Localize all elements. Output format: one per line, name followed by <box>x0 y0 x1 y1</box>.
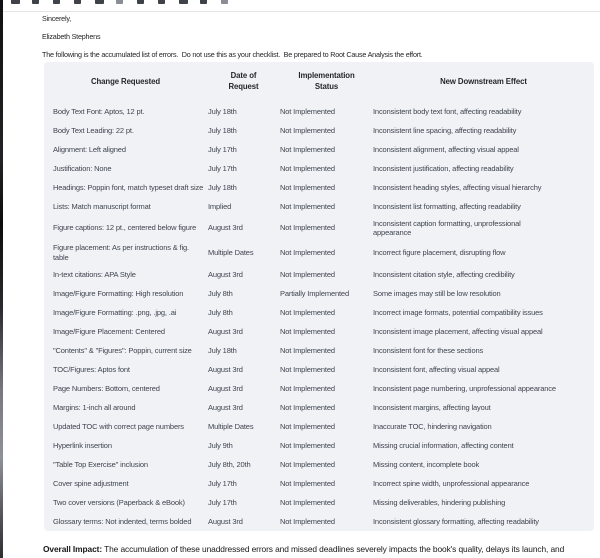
change-requested-cell: Figure captions: 12 pt., centered below figure <box>53 223 197 233</box>
cropped-toolbar-icon[interactable] <box>221 0 228 4</box>
date-of-request-cell: July 8th <box>208 307 233 317</box>
letter-signature: Elizabeth Stephens <box>42 32 101 41</box>
toolbar-divider <box>3 11 600 12</box>
date-of-request-cell: July 18th <box>208 345 237 355</box>
date-of-request-cell: July 17th <box>208 163 237 173</box>
cropped-toolbar-icon[interactable] <box>116 0 123 4</box>
implementation-status-cell: Not Implemented <box>280 269 335 279</box>
toolbar <box>3 0 600 11</box>
change-requested-cell: Margins: 1-inch all around <box>53 402 136 412</box>
table-row <box>44 140 594 159</box>
cropped-toolbar-icon[interactable] <box>53 0 60 4</box>
table-row <box>44 121 594 140</box>
date-of-request-cell: July 17th <box>208 144 237 154</box>
date-of-request-cell: August 3rd <box>208 326 243 336</box>
table-row <box>44 379 594 398</box>
table-row <box>44 322 594 341</box>
downstream-effect-cell: Missing content, incomplete book <box>373 459 480 469</box>
implementation-status-cell: Not Implemented <box>280 106 335 116</box>
overall-impact-paragraph <box>43 544 595 554</box>
implementation-status-cell: Not Implemented <box>280 163 335 173</box>
implementation-status-cell: Not Implemented <box>280 307 335 317</box>
implementation-status-cell: Not Implemented <box>280 440 335 450</box>
table-row <box>44 159 594 178</box>
change-requested-cell: Cover spine adjustment <box>53 478 129 488</box>
cropped-toolbar-icon[interactable] <box>11 0 20 4</box>
date-of-request-cell: July 17th <box>208 497 237 507</box>
downstream-effect-cell: Inconsistent glossary formatting, affecting readability <box>373 516 539 526</box>
change-requested-cell: Page Numbers: Bottom, centered <box>53 383 160 393</box>
implementation-status-cell: Not Implemented <box>280 383 335 393</box>
table-row <box>44 241 594 266</box>
downstream-effect-cell: Inaccurate TOC, hindering navigation <box>373 421 492 431</box>
change-requested-cell: Updated TOC with correct page numbers <box>53 421 184 431</box>
letter-intro: The following is the accumulated list of errors. Do not use this as your checklist. Be prepared to Root Cause Analysis the effort. <box>42 50 423 59</box>
date-of-request-cell: August 3rd <box>208 269 243 279</box>
change-requested-cell: Lists: Match manuscript format <box>53 201 151 211</box>
implementation-status-cell: Not Implemented <box>280 478 335 488</box>
downstream-effect-cell: Incorrect spine width, unprofessional appearance <box>373 478 530 488</box>
implementation-status-cell: Not Implemented <box>280 421 335 431</box>
implementation-status-cell: Not Implemented <box>280 182 335 192</box>
table-row <box>44 512 594 531</box>
downstream-effect-cell: Inconsistent citation style, affecting credibility <box>373 269 515 279</box>
table-row <box>44 417 594 436</box>
table-row <box>44 436 594 455</box>
table-row <box>44 398 594 417</box>
change-requested-cell: Headings: Poppin font, match typeset draft size <box>53 182 204 192</box>
implementation-status-cell: Partially Implemented <box>280 288 349 298</box>
date-of-request-cell: Implied <box>208 201 232 211</box>
implementation-status-cell: Not Implemented <box>280 402 335 412</box>
change-requested-cell: Image/Figure Placement: Centered <box>53 326 165 336</box>
date-of-request-cell: Multiple Dates <box>208 247 254 257</box>
date-of-request-cell: August 3rd <box>208 223 243 233</box>
downstream-effect-cell: Inconsistent font, affecting visual appeal <box>373 364 500 374</box>
table-header-row <box>44 62 594 102</box>
date-of-request-cell: August 3rd <box>208 516 243 526</box>
downstream-effect-cell: Incorrect figure placement, disrupting flow <box>373 247 506 257</box>
change-requested-cell: Image/Figure Formatting: High resolution <box>53 288 184 298</box>
downstream-effect-cell: Inconsistent page numbering, unprofessional appearance <box>373 383 556 393</box>
overall-impact-text: The accumulation of these unaddressed errors and missed deadlines severely impacts the book's quality, delays its launch, and <box>104 544 565 554</box>
implementation-status-cell: Not Implemented <box>280 497 335 507</box>
errors-table <box>44 62 594 531</box>
downstream-effect-cell: Inconsistent caption formatting, unprofessional appearance <box>373 218 521 238</box>
change-requested-cell: TOC/Figures: Aptos font <box>53 364 130 374</box>
date-of-request-cell: July 18th <box>208 125 237 135</box>
implementation-status-cell: Not Implemented <box>280 516 335 526</box>
column-header-change-requested: Change Requested <box>90 76 161 86</box>
cropped-toolbar-icon[interactable] <box>137 0 144 4</box>
date-of-request-cell: August 3rd <box>208 364 243 374</box>
date-of-request-cell: July 18th <box>208 106 237 116</box>
change-requested-cell: Figure placement: As per instructions & fig. table <box>53 243 189 262</box>
downstream-effect-cell: Inconsistent line spacing, affecting readability <box>373 125 517 135</box>
date-of-request-cell: August 3rd <box>208 402 243 412</box>
table-row <box>44 102 594 121</box>
downstream-effect-cell: Missing crucial information, affecting content <box>373 440 514 450</box>
table-row <box>44 284 594 303</box>
cropped-toolbar-icon[interactable] <box>32 0 39 4</box>
change-requested-cell: Two cover versions (Paperback & eBook) <box>53 497 185 507</box>
table-row <box>44 197 594 216</box>
implementation-status-cell: Not Implemented <box>280 364 335 374</box>
downstream-effect-cell: Some images may still be low resolution <box>373 288 501 298</box>
table-row <box>44 178 594 197</box>
change-requested-cell: Body Text Font: Aptos, 12 pt. <box>53 106 145 116</box>
change-requested-cell: Alignment: Left aligned <box>53 144 126 154</box>
letter-closing: Sincerely, <box>42 14 72 23</box>
change-requested-cell: "Table Top Exercise" inclusion <box>53 459 148 469</box>
cropped-toolbar-icon[interactable] <box>74 0 81 4</box>
downstream-effect-cell: Inconsistent font for these sections <box>373 345 484 355</box>
cropped-toolbar-icon[interactable] <box>179 0 188 4</box>
implementation-status-cell: Not Implemented <box>280 223 335 233</box>
implementation-status-cell: Not Implemented <box>280 201 335 211</box>
column-header-new-downstream-effect: New Downstream Effect <box>440 76 527 86</box>
table-row <box>44 216 594 241</box>
table-body <box>44 102 594 531</box>
adjacent-window-edge <box>0 0 3 558</box>
date-of-request-cell: July 18th <box>208 182 237 192</box>
change-requested-cell: Glossary terms: Not indented, terms bolded <box>53 516 192 526</box>
downstream-effect-cell: Incorrect image formats, potential compatibility issues <box>373 307 543 317</box>
downstream-effect-cell: Inconsistent body text font, affecting readability <box>373 106 522 116</box>
date-of-request-cell: July 17th <box>208 478 237 488</box>
implementation-status-cell: Not Implemented <box>280 125 335 135</box>
downstream-effect-cell: Inconsistent heading styles, affecting visual hierarchy <box>373 182 542 192</box>
date-of-request-cell: August 3rd <box>208 383 243 393</box>
column-header-implementation-status: Implementation Status <box>298 71 355 91</box>
change-requested-cell: Image/Figure Formatting: .png, .jpg, .ai <box>53 307 177 317</box>
cropped-toolbar-icon[interactable] <box>200 0 207 4</box>
date-of-request-cell: July 8th, 20th <box>208 459 251 469</box>
downstream-effect-cell: Inconsistent alignment, affecting visual appeal <box>373 144 519 154</box>
change-requested-cell: Justification: None <box>53 163 112 173</box>
change-requested-cell: Hyperlink insertion <box>53 440 112 450</box>
date-of-request-cell: July 8th <box>208 288 233 298</box>
change-requested-cell: In-text citations: APA Style <box>53 269 136 279</box>
implementation-status-cell: Not Implemented <box>280 345 335 355</box>
implementation-status-cell: Not Implemented <box>280 326 335 336</box>
cropped-toolbar-icon[interactable] <box>95 0 104 4</box>
change-requested-cell: "Contents" & "Figures": Poppin, current size <box>53 345 192 355</box>
table-row <box>44 265 594 284</box>
change-requested-cell: Body Text Leading: 22 pt. <box>53 125 134 135</box>
table-row <box>44 303 594 322</box>
downstream-effect-cell: Missing deliverables, hindering publishing <box>373 497 506 507</box>
table-row <box>44 493 594 512</box>
table-row <box>44 474 594 493</box>
table-row <box>44 341 594 360</box>
downstream-effect-cell: Inconsistent list formatting, affecting readability <box>373 201 521 211</box>
downstream-effect-cell: Inconsistent margins, affecting layout <box>373 402 491 412</box>
date-of-request-cell: July 9th <box>208 440 233 450</box>
column-header-date-of-request: Date of Request <box>228 71 259 91</box>
downstream-effect-cell: Inconsistent image placement, affecting visual appeal <box>373 326 543 336</box>
cropped-toolbar-icon[interactable] <box>158 0 165 4</box>
overall-impact-label: Overall Impact: <box>43 544 103 554</box>
downstream-effect-cell: Inconsistent justification, affecting readability <box>373 163 514 173</box>
date-of-request-cell: Multiple Dates <box>208 421 254 431</box>
implementation-status-cell: Not Implemented <box>280 459 335 469</box>
table-row <box>44 360 594 379</box>
implementation-status-cell: Not Implemented <box>280 144 335 154</box>
implementation-status-cell: Not Implemented <box>280 247 335 257</box>
table-row <box>44 455 594 474</box>
